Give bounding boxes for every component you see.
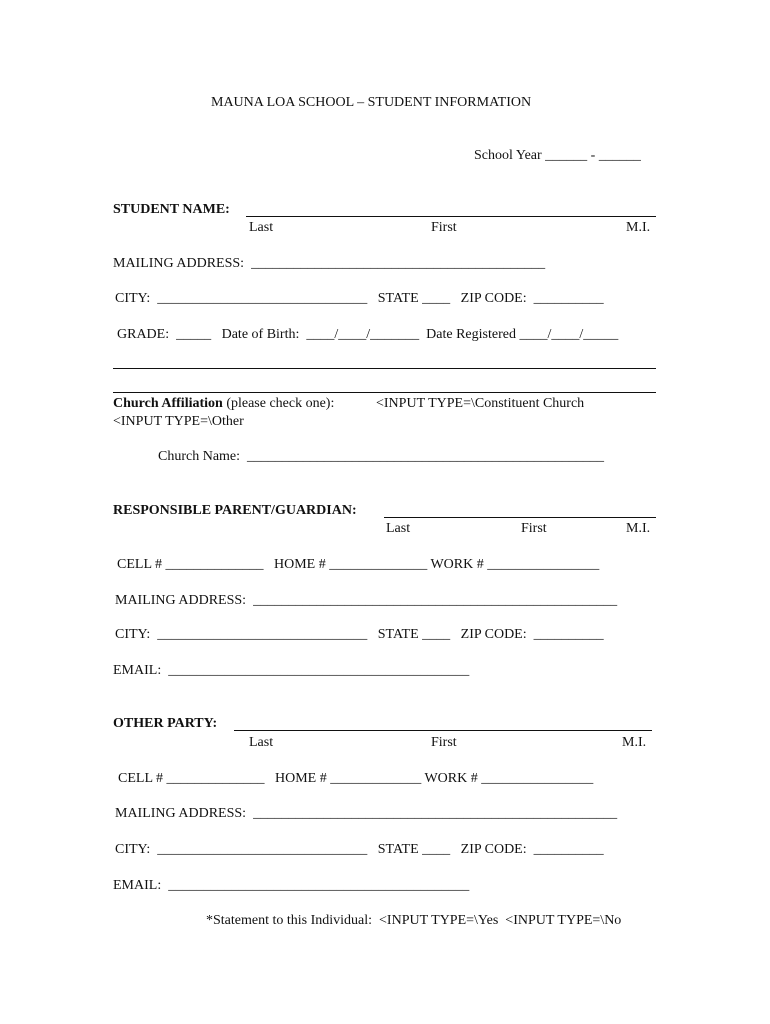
student-city-field[interactable]: CITY: ______________________________ STATE ____ ZIP CODE: __________: [115, 291, 604, 306]
page-title: MAUNA LOA SCHOOL – STUDENT INFORMATION: [211, 95, 532, 110]
other-party-name-line[interactable]: [234, 730, 652, 731]
other-party-label: OTHER PARTY:: [113, 716, 218, 731]
guardian-last-caption: Last: [386, 521, 411, 536]
other-mailing-field[interactable]: MAILING ADDRESS: ____________________________________________________: [115, 806, 618, 821]
church-affiliation-label: [113, 396, 334, 412]
school-year-field[interactable]: School Year ______ - ______: [474, 148, 641, 163]
church-affiliation-heading: Church Affiliation: [113, 396, 223, 411]
guardian-label: RESPONSIBLE PARENT/GUARDIAN:: [113, 503, 357, 518]
guardian-phones-field[interactable]: CELL # ______________ HOME # ______________ WORK # ________________: [117, 557, 600, 572]
student-name-line[interactable]: [246, 216, 656, 217]
other-city-field[interactable]: CITY: ______________________________ STATE ____ ZIP CODE: __________: [115, 842, 604, 857]
church-name-field[interactable]: Church Name: ___________________________________________________: [158, 449, 605, 464]
statement-options[interactable]: *Statement to this Individual: <INPUT TYPE=\Yes <INPUT TYPE=\No: [206, 913, 622, 928]
student-name-label: STUDENT NAME:: [113, 202, 230, 217]
section-divider: [113, 368, 656, 369]
student-mi-caption: M.I.: [626, 220, 651, 235]
guardian-first-caption: First: [521, 521, 547, 536]
guardian-name-line[interactable]: [384, 517, 656, 518]
other-mi-caption: M.I.: [622, 735, 647, 750]
student-grade-dates-field[interactable]: GRADE: _____ Date of Birth: ____/____/_______ Date Registered ____/____/_____: [117, 327, 619, 342]
student-first-caption: First: [431, 220, 457, 235]
guardian-mailing-field[interactable]: MAILING ADDRESS: ____________________________________________________: [115, 593, 618, 608]
student-last-caption: Last: [249, 220, 274, 235]
church-affiliation-hint: (please check one):: [222, 396, 335, 411]
other-email-field[interactable]: EMAIL: ___________________________________________: [113, 878, 470, 893]
church-option-other[interactable]: <INPUT TYPE=\Other: [113, 414, 244, 429]
section-divider: [113, 392, 656, 393]
guardian-mi-caption: M.I.: [626, 521, 651, 536]
other-first-caption: First: [431, 735, 457, 750]
student-mailing-field[interactable]: MAILING ADDRESS: __________________________________________: [113, 256, 546, 271]
guardian-email-field[interactable]: EMAIL: ___________________________________________: [113, 663, 470, 678]
church-option-constituent[interactable]: <INPUT TYPE=\Constituent Church: [376, 396, 585, 411]
guardian-city-field[interactable]: CITY: ______________________________ STATE ____ ZIP CODE: __________: [115, 627, 604, 642]
other-last-caption: Last: [249, 735, 274, 750]
other-phones-field[interactable]: CELL # ______________ HOME # _____________ WORK # ________________: [118, 771, 594, 786]
